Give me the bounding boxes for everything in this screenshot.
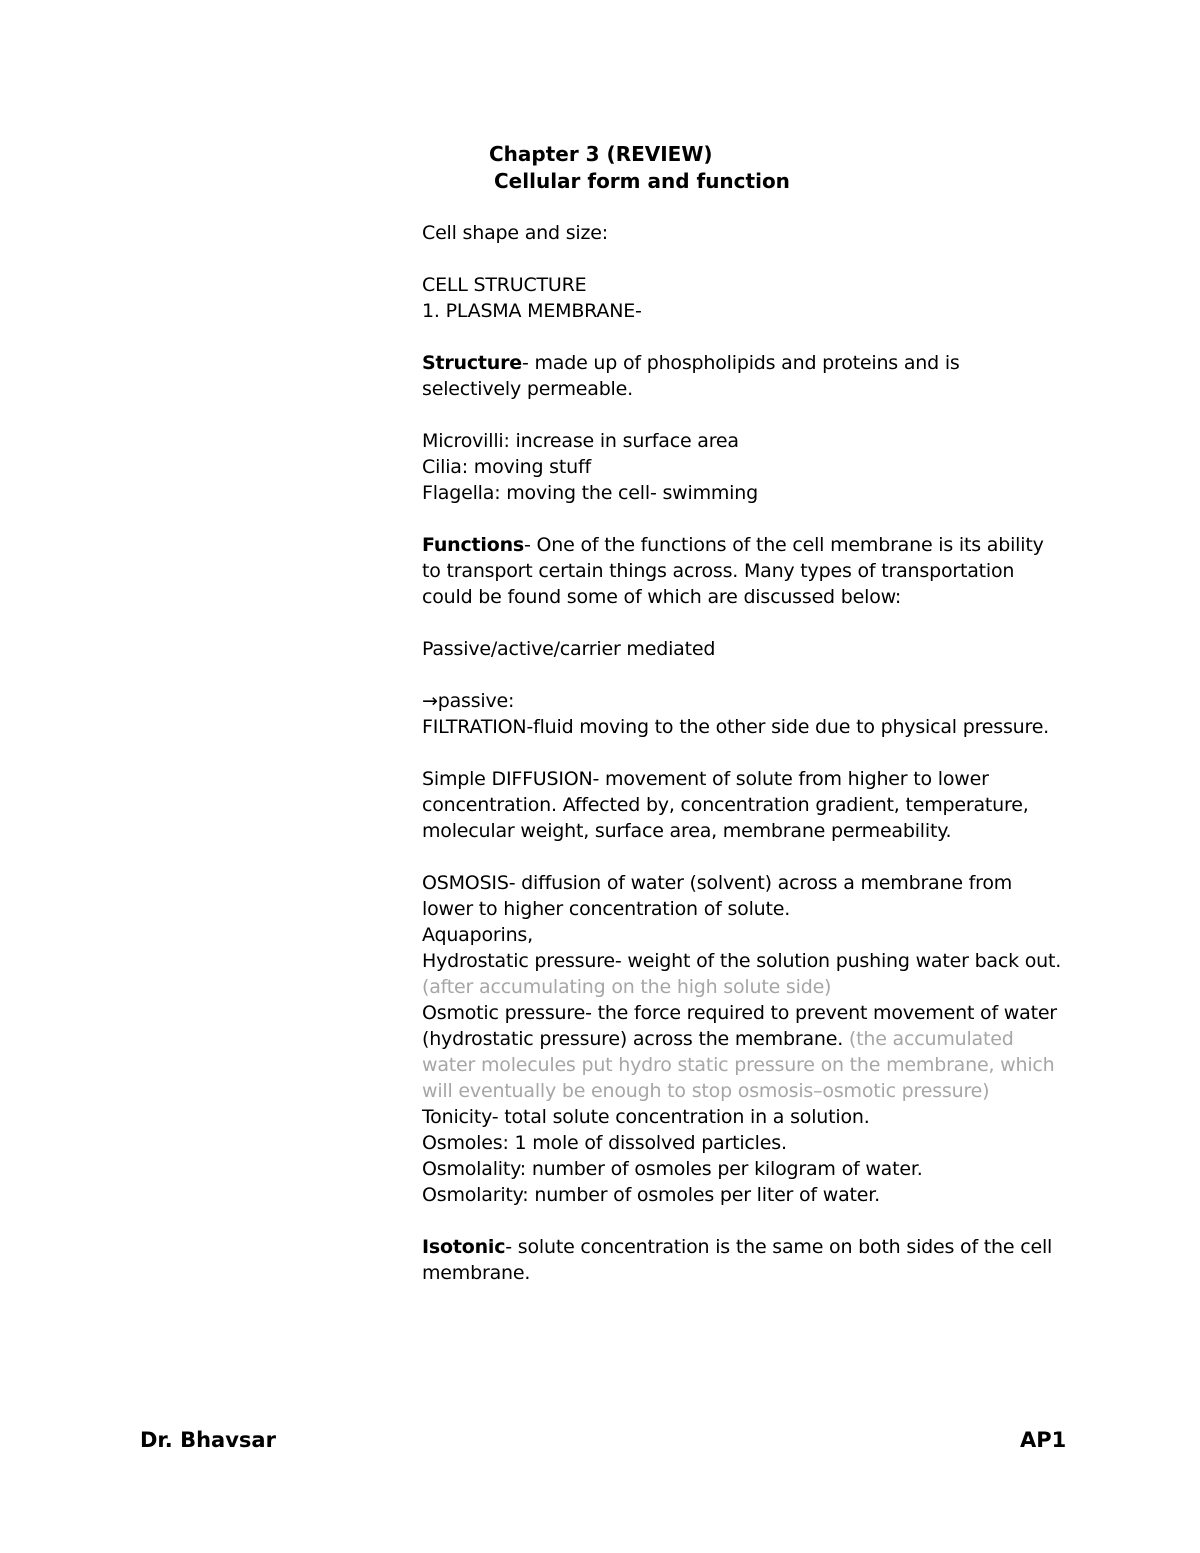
cell-shape-heading: Cell shape and size:	[422, 222, 608, 244]
structure-paragraph	[422, 350, 1062, 402]
osmolality-line: Osmolality: number of osmoles per kilogram of water.	[422, 1158, 923, 1180]
functions-paragraph	[422, 532, 1062, 610]
aquaporins-line: Aquaporins,	[422, 924, 533, 946]
functions-text: - One of the functions of the cell membrane is its ability to transport certain things across. Many types of transportation could be found some of which are discussed below:	[422, 534, 1044, 608]
footer-author: Dr. Bhavsar	[140, 1428, 276, 1452]
passive-heading: →passive:	[422, 690, 515, 712]
osmotic-text: Osmotic pressure- the force required to prevent movement of water (hydrostatic pressure) across the membrane.	[422, 1002, 1057, 1050]
cell-structure-heading: CELL STRUCTURE	[422, 274, 587, 296]
hydrostatic-paragraph	[422, 948, 1062, 1000]
tonicity-line: Tonicity- total solute concentration in a solution.	[422, 1106, 870, 1128]
osmoles-line: Osmoles: 1 mole of dissolved particles.	[422, 1132, 787, 1154]
document-body	[422, 220, 1062, 1286]
structure-text: - made up of phospholipids and proteins and is selectively permeable.	[422, 352, 960, 400]
diffusion-paragraph: Simple DIFFUSION- movement of solute from higher to lower concentration. Affected by, concentration gradient, temperature, molecular weight, surface area, membrane permeability.	[422, 768, 1029, 842]
filtration-paragraph: FILTRATION-fluid moving to the other side due to physical pressure.	[422, 716, 1050, 738]
hydrostatic-note: (after accumulating on the high solute side)	[422, 976, 832, 998]
osmolarity-line: Osmolarity: number of osmoles per liter of water.	[422, 1184, 880, 1206]
microvilli-line: Microvilli: increase in surface area	[422, 430, 739, 452]
footer-course: AP1	[1020, 1428, 1067, 1452]
isotonic-paragraph	[422, 1234, 1062, 1286]
hydrostatic-text: Hydrostatic pressure- weight of the solution pushing water back out.	[422, 950, 1062, 972]
isotonic-text: - solute concentration is the same on both sides of the cell membrane.	[422, 1236, 1053, 1284]
transport-types-line: Passive/active/carrier mediated	[422, 638, 716, 660]
flagella-line: Flagella: moving the cell- swimming	[422, 482, 758, 504]
osmosis-paragraph: OSMOSIS- diffusion of water (solvent) across a membrane from lower to higher concentration of solute.	[422, 872, 1013, 920]
plasma-membrane-heading: 1. PLASMA MEMBRANE-	[422, 300, 642, 322]
chapter-heading: Chapter 3 (REVIEW)	[489, 142, 713, 166]
functions-label: Functions	[422, 534, 525, 556]
isotonic-label: Isotonic	[422, 1236, 506, 1258]
cilia-line: Cilia: moving stuff	[422, 456, 591, 478]
osmotic-note: (the accumulated water molecules put hydro static pressure on the membrane, which will eventually be enough to stop osmosis–osmotic pressure)	[422, 1028, 1055, 1102]
chapter-title	[489, 141, 790, 195]
osmotic-paragraph	[422, 1000, 1062, 1104]
chapter-subtitle: Cellular form and function	[494, 169, 790, 193]
structure-label: Structure	[422, 352, 522, 374]
